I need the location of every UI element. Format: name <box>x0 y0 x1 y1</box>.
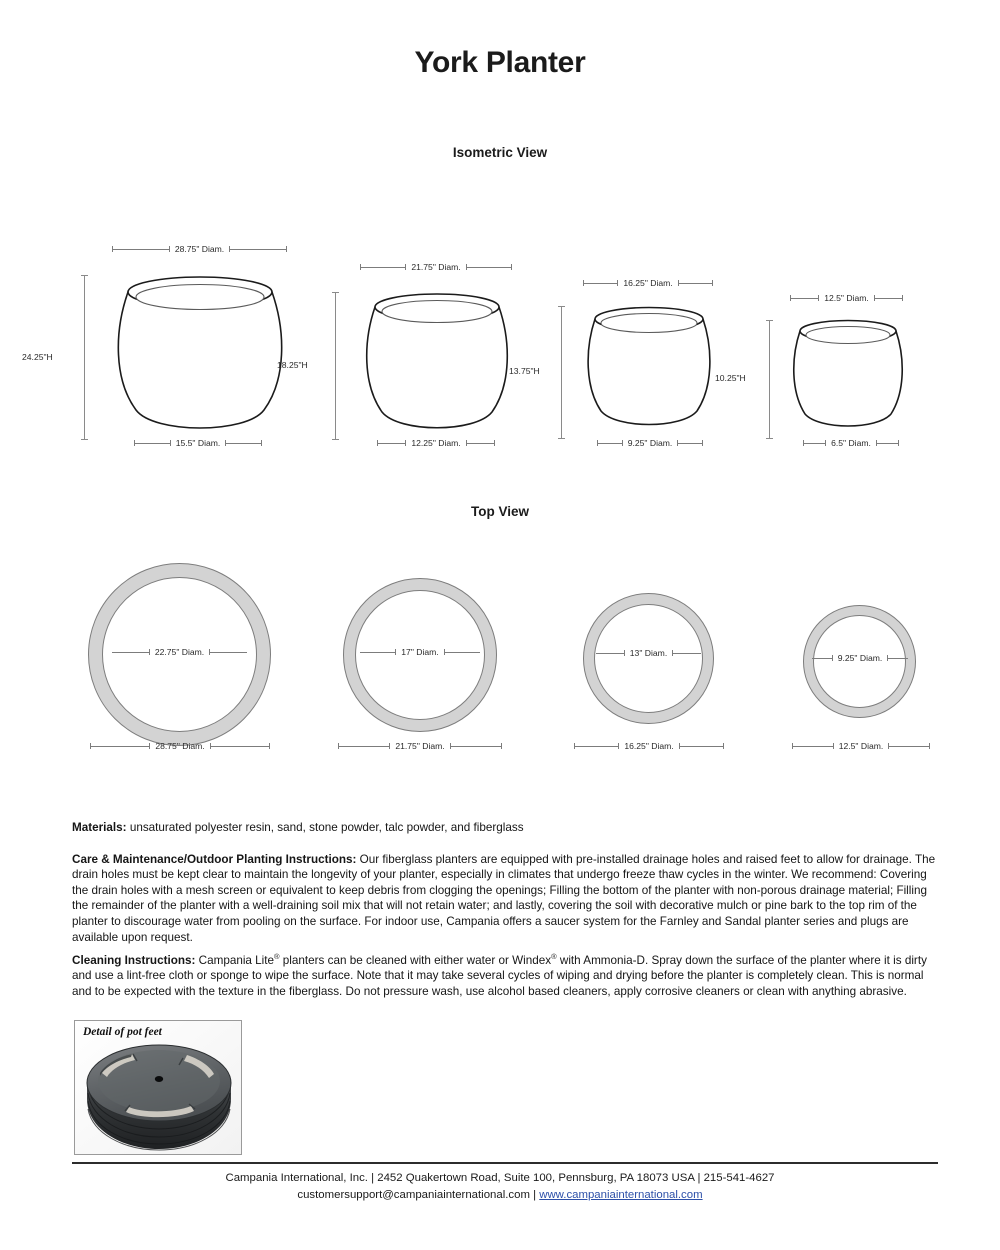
top-view-ring-size-3 <box>570 555 730 755</box>
dimension-bar <box>888 746 930 747</box>
dimension-label: 15.5" Diam. <box>175 438 221 448</box>
care-paragraph <box>72 852 938 945</box>
footer-separator: | <box>529 1188 540 1201</box>
dimension-bar <box>672 653 701 654</box>
care-text: Our fiberglass planters are equipped with pre-installed drainage holes and raised feet to allow for drainage. The drain holes must be kept clear to maintain the longevity of your planter, especially in climates that undergo freeze thaw cycles in the winter. We recommend: Covering the drain holes with a mesh screen or equivalent to keep debris from clogging the openings; Filling the bottom of the planter with non-porous drainage material; Filling the remainder of the planter with a well-draining soil mix that will not retain water; and lastly, covering the soil with decorative mulch or pine bark to the top rim of the planter to discourage water from pooling on the surface. For indoor use, Campania offers a saucer system for the Farnley and Sandal planter series and plugs are available upon request. <box>72 852 936 944</box>
cleaning-text-3: with Ammonia-D. Spray down the surface of the planter where it is dirty and use a lint-free cloth or sponge to wipe the surface. Note that it may take several cycles of wiping and drying before the planter is completely clean. This is normal and to be expected with the texture in the fiberglass. Do not pressure wash, use alcohol based cleaners, apply corrosive cleaners or clean with anything abrasive. <box>72 953 927 998</box>
dimension-top-size-1 <box>112 244 287 254</box>
dimension-label: 12.25" Diam. <box>411 438 461 448</box>
dimension-outer-size-4 <box>792 741 930 751</box>
dimension-bar <box>874 298 903 299</box>
dimension-bar <box>90 746 150 747</box>
materials-paragraph <box>72 820 938 836</box>
dimension-bar <box>360 267 406 268</box>
dimension-bar <box>377 443 406 444</box>
ring-inner <box>594 604 703 713</box>
dimension-bar <box>338 746 390 747</box>
dimension-label: 21.75" Diam. <box>395 741 445 751</box>
dimension-label: 16.25" Diam. <box>624 741 674 751</box>
dimension-base-size-4 <box>803 438 899 448</box>
dimension-bar <box>677 443 703 444</box>
dimension-outer-size-3 <box>574 741 724 751</box>
dimension-label: 28.75" Diam. <box>174 244 225 254</box>
footer <box>0 1170 1000 1203</box>
dimension-bar <box>792 746 834 747</box>
materials-label: Materials: <box>72 820 127 834</box>
dimension-base-size-3 <box>597 438 703 448</box>
footer-email[interactable]: customersupport@campaniainternational.com <box>297 1188 530 1201</box>
dimension-bar <box>210 746 270 747</box>
dimension-bar <box>803 443 826 444</box>
dimension-inner-size-4 <box>812 653 908 663</box>
cleaning-text-2: planters can be cleaned with either water or Windex <box>279 953 552 967</box>
cleaning-label: Cleaning Instructions: <box>72 953 196 967</box>
dimension-bar <box>450 746 502 747</box>
planter-silhouette-size-4 <box>787 315 909 447</box>
dimension-outer-size-1 <box>90 741 270 751</box>
dimension-base-size-2 <box>377 438 495 448</box>
dimension-bar <box>790 298 819 299</box>
dimension-height-line-size-2 <box>335 292 336 440</box>
planter-silhouette-size-3 <box>581 301 717 446</box>
footer-contact-line <box>0 1187 1000 1204</box>
dimension-label: 13" Diam. <box>629 648 668 658</box>
isometric-views-row <box>0 215 1000 455</box>
page-title: York Planter <box>414 46 586 79</box>
dimension-bar <box>596 653 625 654</box>
dimension-bar <box>679 746 724 747</box>
footer-website-link[interactable]: www.campaniainternational.com <box>539 1188 703 1201</box>
isometric-planter-size-1 <box>22 240 320 455</box>
dimension-label: 12.5" Diam. <box>838 741 884 751</box>
pot-feet-photo-image <box>75 1021 241 1154</box>
dimension-bar <box>466 443 495 444</box>
dimension-top-size-2 <box>360 262 512 272</box>
dimension-bar <box>134 443 171 444</box>
dimension-bar <box>225 443 262 444</box>
dimension-bar <box>597 443 623 444</box>
dimension-label: 21.75" Diam. <box>411 262 461 272</box>
dimension-height-line-size-4 <box>769 320 770 439</box>
dimension-height-line-size-1 <box>84 275 85 440</box>
dimension-top-size-3 <box>583 278 713 288</box>
dimension-base-size-1 <box>134 438 262 448</box>
cleaning-text-1: Campania Lite <box>195 953 275 967</box>
top-view-ring-size-1 <box>72 555 287 755</box>
isometric-planter-size-2 <box>277 240 545 455</box>
top-view-heading: Top View <box>470 504 529 519</box>
dimension-label: 22.75" Diam. <box>154 647 205 657</box>
dimension-bar <box>229 249 287 250</box>
top-views-row <box>0 555 1000 760</box>
materials-text: unsaturated polyester resin, sand, stone powder, talc powder, and fiberglass <box>126 820 524 834</box>
dimension-bar <box>112 249 170 250</box>
footer-address-line: Campania International, Inc. | 2452 Quakertown Road, Suite 100, Pennsburg, PA 18073 USA | 215-541-4627 <box>225 1172 775 1184</box>
dimension-inner-size-2 <box>360 647 480 657</box>
planter-silhouette-size-1 <box>110 270 290 445</box>
top-view-ring-size-4 <box>790 555 935 755</box>
dimension-inner-size-3 <box>596 648 701 658</box>
photo-caption: Detail of pot feet <box>83 1026 162 1038</box>
dimension-bar <box>812 658 833 659</box>
dimension-label: 9.25" Diam. <box>837 653 883 663</box>
dimension-bar <box>466 267 512 268</box>
dimension-height-line-size-3 <box>561 306 562 439</box>
dimension-top-size-4 <box>790 293 903 303</box>
dimension-bar <box>678 283 713 284</box>
dimension-bar <box>583 283 618 284</box>
dimension-bar <box>887 658 908 659</box>
isometric-planter-size-4 <box>715 240 940 455</box>
dimension-label: 9.25" Diam. <box>627 438 673 448</box>
dimension-label: 28.75" Diam. <box>155 741 205 751</box>
dimension-bar <box>444 652 480 653</box>
dimension-height-label-size-1: 24.25"H <box>22 352 53 362</box>
dimension-height-label-size-4: 10.25"H <box>715 373 746 383</box>
isometric-planter-size-3 <box>509 240 745 455</box>
registered-trademark-icon: ® <box>551 951 557 961</box>
dimension-bar <box>574 746 619 747</box>
dimension-height-label-size-2: 18.25"H <box>277 360 308 370</box>
pot-feet-detail-photo <box>74 1020 242 1155</box>
top-view-ring-size-2 <box>330 555 510 755</box>
care-label: Care & Maintenance/Outdoor Planting Instructions: <box>72 852 357 866</box>
cleaning-paragraph <box>72 953 938 1000</box>
dimension-label: 12.5" Diam. <box>824 293 869 303</box>
isometric-view-heading: Isometric View <box>452 145 548 160</box>
dimension-outer-size-2 <box>338 741 502 751</box>
dimension-label: 17" Diam. <box>401 647 439 657</box>
dimension-bar <box>876 443 899 444</box>
dimension-bar <box>209 652 247 653</box>
dimension-height-label-size-3: 13.75"H <box>509 366 540 376</box>
dimension-inner-size-1 <box>112 647 247 657</box>
registered-trademark-icon: ® <box>274 951 280 961</box>
footer-divider <box>72 1162 938 1164</box>
dimension-label: 16.25" Diam. <box>623 278 673 288</box>
dimension-label: 6.5" Diam. <box>831 438 871 448</box>
dimension-bar <box>112 652 150 653</box>
planter-silhouette-size-2 <box>359 287 515 445</box>
dimension-bar <box>360 652 396 653</box>
